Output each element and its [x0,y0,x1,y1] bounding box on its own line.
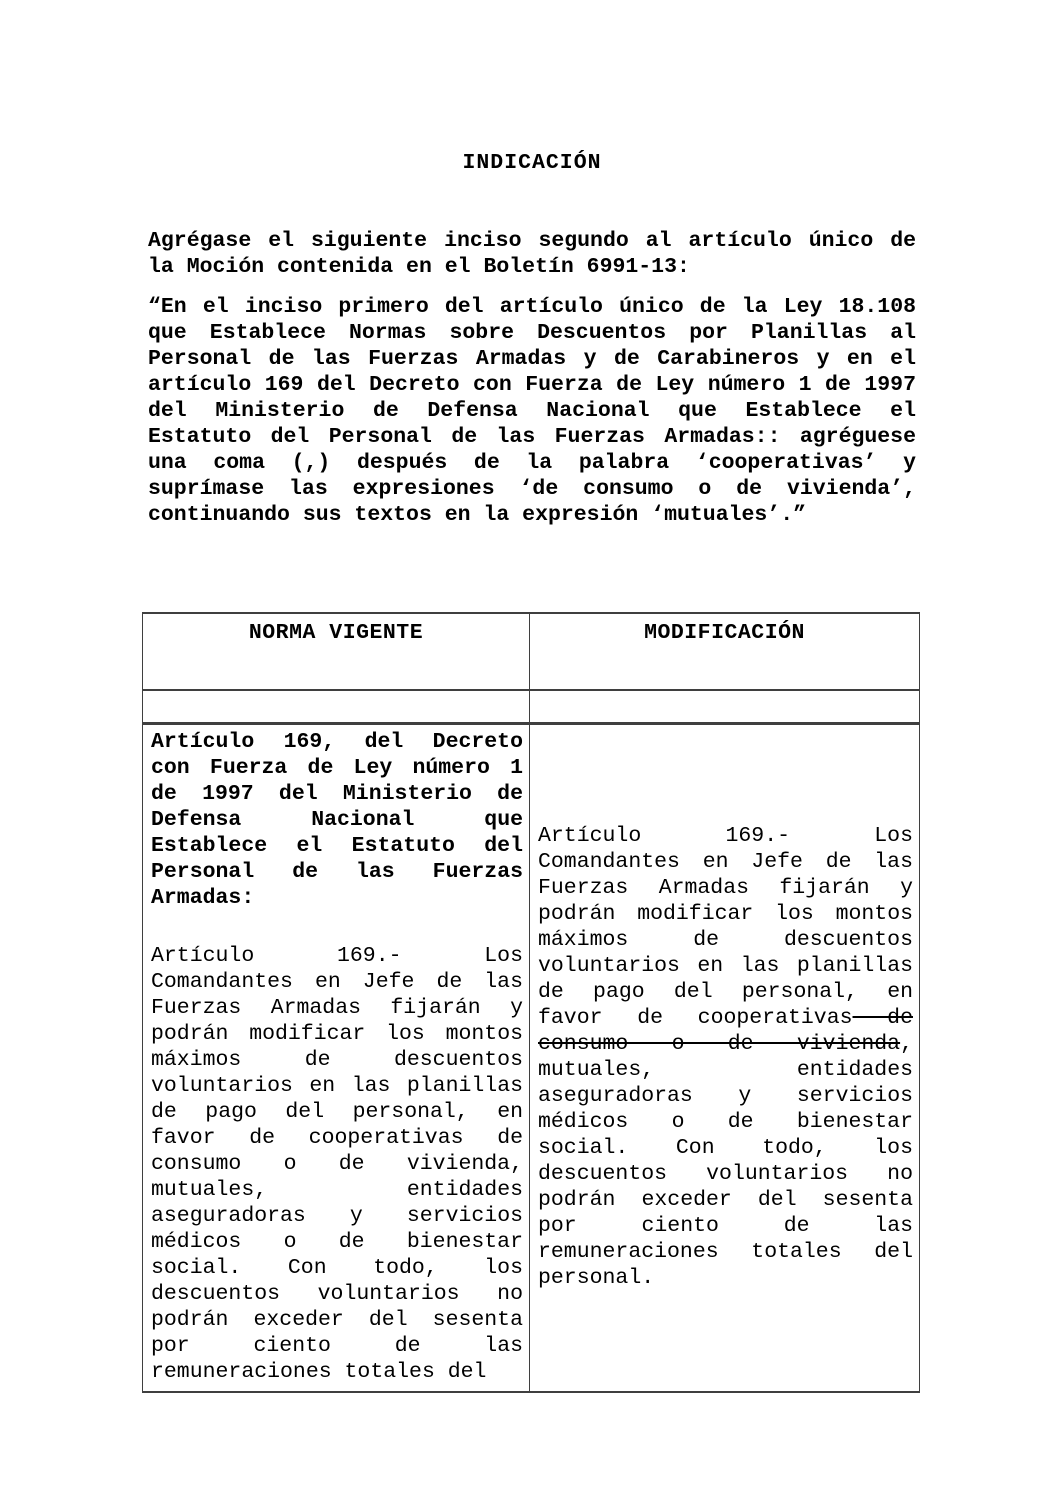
amendment-quote-paragraph: “En el inciso primero del artículo único de la Ley 18.108 que Establece Normas sobre Descuentos por Planillas al Personal de las Fuerzas Armadas y de Carabineros y en el artículo 169 del Decreto con Fuerza de Ley número 1 de 1997 del Ministerio de Defensa Nacional que Establece el Estatuto del Personal de las Fuerzas Armadas:: agréguese una coma (,) después de la palabra ‘cooperativas’ y suprímase las expresiones ‘de consumo o de vivienda’, continuando sus textos en la expresión ‘mutuales’.” [148,295,916,527]
spacer-row [143,690,920,724]
modificacion-text-before-strike: Artículo 169.- Los Comandantes en Jefe de las Fuerzas Armadas fijarán y podrán modificar los montos máximos de descuentos voluntarios en las planillas de pago del personal, en favor de cooperativas [538,824,913,1030]
intro-paragraph: Agrégase el siguiente inciso segundo al artículo único de la Moción contenida en el Boletín 6991-13: [148,229,916,279]
norma-vigente-body-text: Artículo 169.- Los Comandantes en Jefe de las Fuerzas Armadas fijarán y podrán modificar los montos máximos de descuentos voluntarios en las planillas de pago del personal, en favor de cooperativas de consumo o de vivienda, mutuales, entidades aseguradoras y servicios médicos o de bienestar social. Con todo, los descuentos voluntarios no podrán exceder del sesenta por ciento de las remuneraciones totales del [151,944,523,1384]
header-cell-norma-vigente [143,613,530,690]
header-cell-modificacion [530,613,920,690]
norma-vigente-heading: Artículo 169, del Decreto con Fuerza de Ley número 1 de 1997 del Ministerio de Defensa Nacional que Establece el Estatuto del Personal de las Fuerzas Armadas: [151,730,523,910]
spacer-cell-left [143,690,530,724]
modificacion-text-after-strike: , mutuales, entidades aseguradoras y servicios médicos o de bienestar social. Con todo, los descuentos voluntarios no podrán exceder del sesenta por ciento de las remuneraciones totales del personal. [538,1032,913,1290]
table-body-row [143,724,920,1393]
document-body [148,150,916,1393]
modificacion-cell [530,724,920,1393]
modificacion-struck-text: de consumo o de vivienda [538,1006,913,1056]
header-label-modificacion: MODIFICACIÓN [644,621,805,645]
document-title: INDICACIÓN [462,151,602,175]
norma-vigente-content [143,725,529,1391]
modificacion-body-text [530,819,919,1297]
table-header-row [143,613,920,690]
header-label-norma-vigente: NORMA VIGENTE [248,621,424,645]
comparison-table [142,612,920,1393]
norma-vigente-cell [143,724,530,1393]
spacer-cell-right [530,690,920,724]
